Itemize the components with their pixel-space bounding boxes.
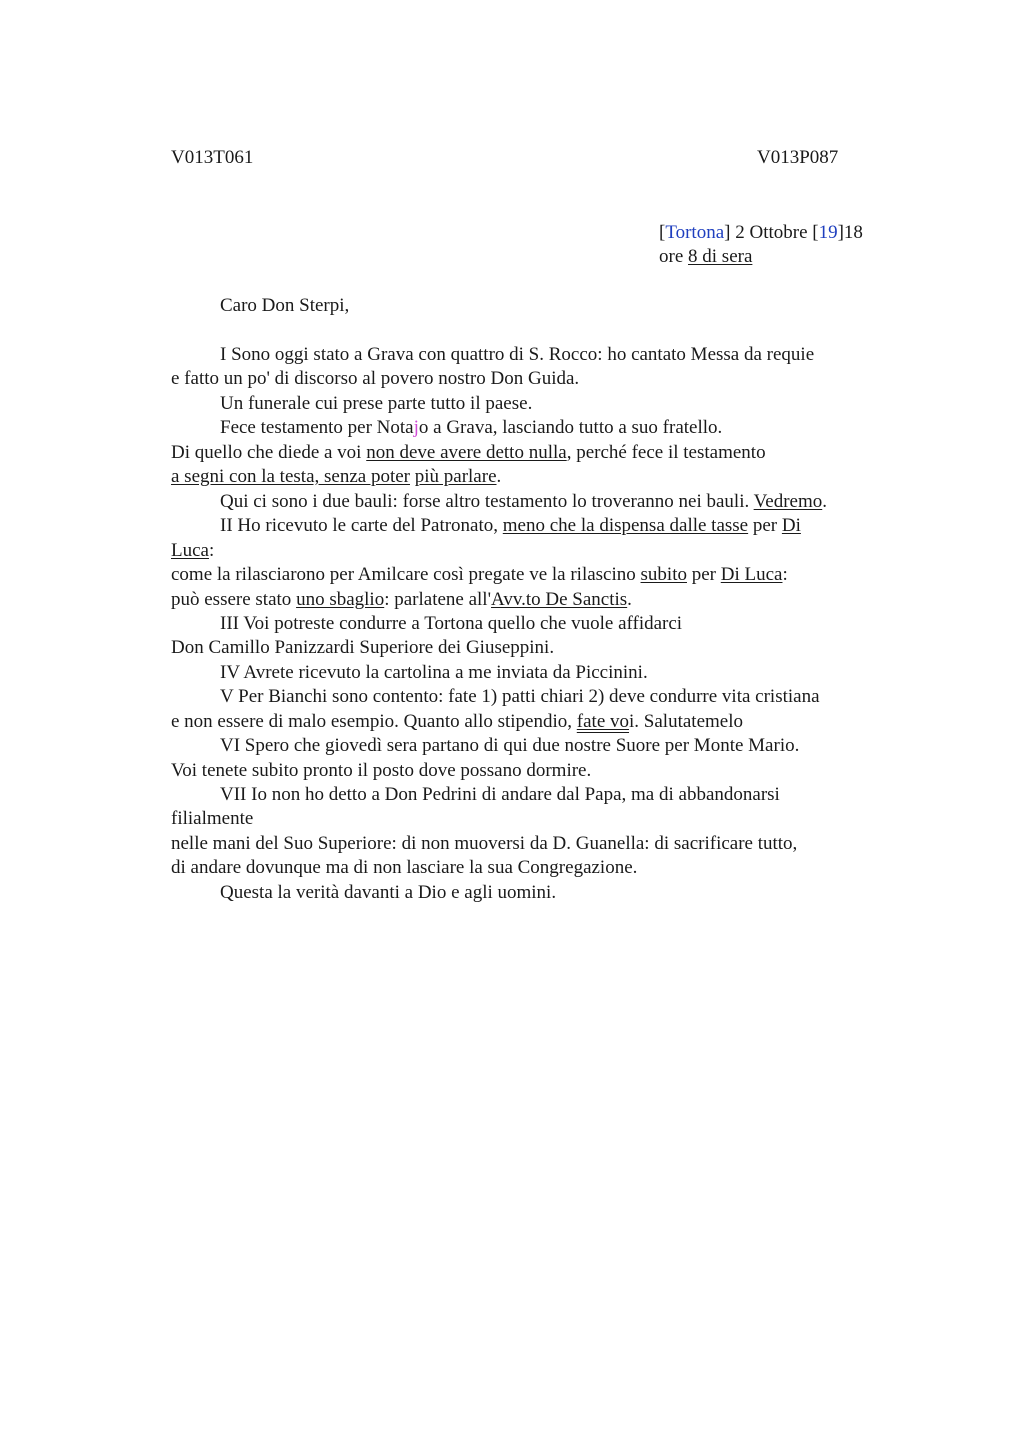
underlined-text: Avv.to De Sanctis <box>491 589 628 610</box>
letter-line: VII Io non ho detto a Don Pedrini di andare dal Papa, ma di abbandonarsi <box>220 784 780 805</box>
underlined-text: più parlare <box>414 466 497 487</box>
text-span: o a Grava, lasciando tutto a suo fratello. <box>418 417 723 438</box>
underlined-text: a segni con la testa, senza poter <box>171 466 410 487</box>
letter-line: III Voi potreste condurre a Tortona quello che vuole affidarci <box>220 613 683 634</box>
letter-line <box>171 563 788 587</box>
letter-line <box>171 465 501 489</box>
letter-line: filialmente <box>171 808 254 829</box>
underlined-text: subito <box>640 564 687 585</box>
letter-line <box>171 539 214 563</box>
dateline-time <box>659 245 752 269</box>
bracket-open: [ <box>659 222 666 243</box>
text-span: . <box>496 466 502 487</box>
text-span: Qui ci sono i due bauli: forse altro testamento lo troveranno nei bauli. <box>220 491 754 512</box>
text-span: Di quello che diede a voi <box>171 442 367 463</box>
text-span: II Ho ricevuto le carte del Patronato, <box>220 515 503 536</box>
time-value: 8 di sera <box>688 246 753 267</box>
underlined-text: Di Luca <box>720 564 783 585</box>
letter-line: I Sono oggi stato a Grava con quattro di S. Rocco: ho cantato Messa da requie <box>220 344 815 365</box>
salutation: Caro Don Sterpi, <box>220 295 350 316</box>
header-right-code: V013P087 <box>757 147 839 168</box>
text-span: per <box>686 564 721 585</box>
double-underlined-text: fate vo <box>576 711 630 732</box>
letter-line <box>220 490 827 514</box>
letter-line: Questa la verità davanti a Dio e agli uomini. <box>220 882 557 903</box>
editorial-correction: j <box>413 417 419 438</box>
letter-line: Voi tenete subito pronto il posto dove possano dormire. <box>171 760 592 781</box>
underlined-text: Di <box>781 515 801 536</box>
text-span: Fece testamento per Nota <box>220 417 414 438</box>
text-span: può essere stato <box>171 589 297 610</box>
dateline-date <box>659 221 863 245</box>
underlined-text: uno sbaglio <box>296 589 385 610</box>
letter-line: di andare dovunque ma di non lasciare la sua Congregazione. <box>171 857 638 878</box>
underlined-text: Vedremo <box>753 491 823 512</box>
letter-line <box>171 710 743 734</box>
letter-line <box>171 441 766 465</box>
letter-line: Don Camillo Panizzardi Superiore dei Giuseppini. <box>171 637 555 658</box>
letter-line: VI Spero che giovedì sera partano di qui due nostre Suore per Monte Mario. <box>220 735 800 756</box>
letter-line <box>171 588 632 612</box>
underlined-text: meno che la dispensa dalle tasse <box>502 515 749 536</box>
text-span: . <box>627 589 632 610</box>
underlined-text: Luca <box>171 540 209 561</box>
text-span: : <box>782 564 788 585</box>
text-span: : parlatene all' <box>384 589 492 610</box>
text-span: : <box>208 540 215 561</box>
date-text: ] 2 Ottobre [ <box>724 222 819 243</box>
letter-line <box>220 514 801 538</box>
place-name: Tortona <box>665 222 725 243</box>
time-prefix: ore <box>659 246 689 267</box>
text-span: e non essere di malo esempio. Quanto allo stipendio, <box>171 711 577 732</box>
text-span: , perché fece il testamento <box>566 442 766 463</box>
text-span: come la rilasciarono per Amilcare così pregate ve la rilascino <box>171 564 641 585</box>
header-left-code: V013T061 <box>171 147 254 168</box>
letter-line: e fatto un po' di discorso al povero nostro Don Guida. <box>171 368 580 389</box>
letter-line: V Per Bianchi sono contento: fate 1) patti chiari 2) deve condurre vita cristiana <box>220 686 820 707</box>
text-span: per <box>748 515 782 536</box>
underlined-text: non deve avere detto nulla <box>366 442 567 463</box>
text-span: . <box>822 491 827 512</box>
letter-line: Un funerale cui prese parte tutto il paese. <box>220 393 533 414</box>
letter-line <box>220 416 722 440</box>
text-span: i. Salutatemelo <box>629 711 743 732</box>
year-suffix: ]18 <box>837 222 863 243</box>
letter-line: IV Avrete ricevuto la cartolina a me inviata da Piccinini. <box>220 662 648 683</box>
year-prefix: 19 <box>818 222 838 243</box>
letter-line: nelle mani del Suo Superiore: di non muoversi da D. Guanella: di sacrificare tutto, <box>171 833 798 854</box>
